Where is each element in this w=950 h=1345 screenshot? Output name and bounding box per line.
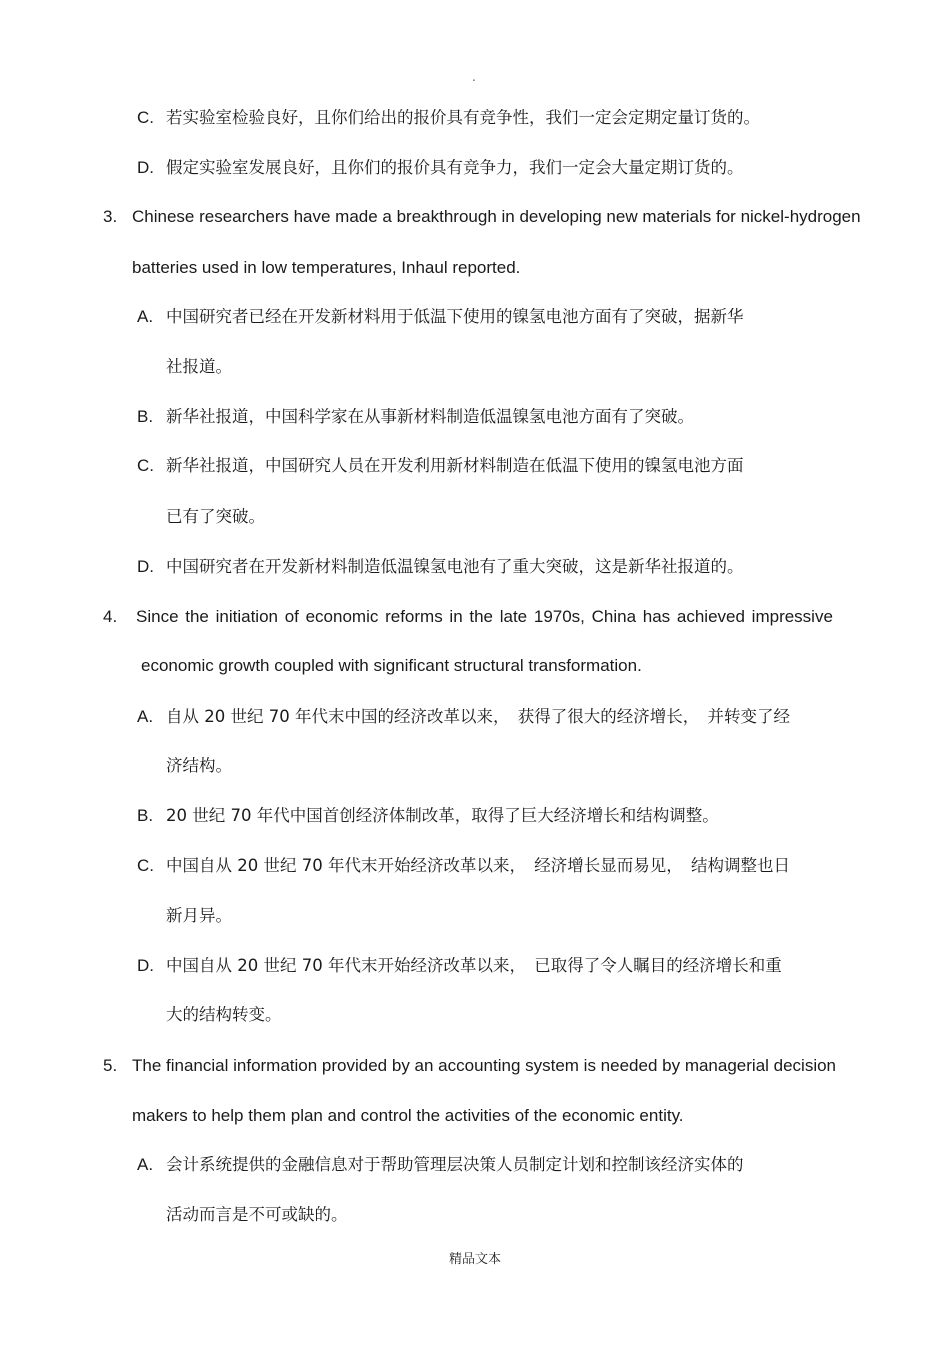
option-label: D.: [137, 557, 154, 576]
option-text: 若实验室检验良好，且你们给出的报价具有竞争性，我们一定会定期定量订货的。: [166, 108, 760, 127]
option-text: 济结构。: [166, 756, 232, 775]
option-text: 20 世纪 70 年代中国首创经济体制改革，取得了巨大经济增长和结构调整。: [166, 806, 719, 825]
header-mark: .: [472, 70, 476, 84]
option-label: A.: [137, 307, 154, 326]
question-text: economic growth coupled with significant structural transformation.: [141, 656, 642, 675]
option-label: C.: [137, 456, 154, 475]
option-text: 假定实验室发展良好，且你们的报价具有竞争力，我们一定会大量定期订货的。: [166, 158, 744, 177]
option-text: 中国研究者已经在开发新材料用于低温下使用的镍氢电池方面有了突破，据新华: [166, 307, 744, 326]
page-footer: 精品文本: [448, 1252, 501, 1267]
option-label: C.: [137, 108, 154, 127]
option-label: A.: [137, 707, 154, 726]
option-label: C.: [137, 856, 154, 875]
option-text: 中国研究者在开发新材料制造低温镍氢电池有了重大突破，这是新华社报道的。: [166, 557, 744, 576]
question-number: 3.: [103, 207, 118, 226]
option-text: 自从 20 世纪 70 年代末中国的经济改革以来， 获得了很大的经济增长， 并转变了经: [166, 707, 790, 726]
option-text: 社报道。: [166, 357, 232, 376]
question-text: Chinese researchers have made a breakthrough in developing new materials for nickel-hydrogen: [132, 207, 861, 226]
option-label: D.: [137, 158, 154, 177]
option-text: 中国自从 20 世纪 70 年代末开始经济改革以来， 经济增长显而易见， 结构调整也日: [166, 856, 790, 875]
option-label: B.: [137, 806, 154, 825]
option-text: 已有了突破。: [166, 507, 265, 526]
option-label: A.: [137, 1155, 154, 1174]
option-text: 中国自从 20 世纪 70 年代末开始经济改革以来， 已取得了令人瞩目的经济增长和重: [166, 956, 782, 975]
option-text: 会计系统提供的金融信息对于帮助管理层决策人员制定计划和控制该经济实体的: [166, 1155, 744, 1174]
option-text: 新月异。: [166, 906, 232, 925]
option-text: 新华社报道，中国科学家在从事新材料制造低温镍氢电池方面有了突破。: [166, 407, 694, 426]
option-label: D.: [137, 956, 154, 975]
question-text: Since the initiation of economic reforms in the late 1970s, China has achieved impressive: [136, 607, 833, 626]
option-text: 活动而言是不可或缺的。: [166, 1205, 348, 1224]
question-text: makers to help them plan and control the activities of the economic entity.: [132, 1106, 684, 1125]
option-label: B.: [137, 407, 154, 426]
question-text: The financial information provided by an accounting system is needed by managerial decision: [132, 1056, 837, 1075]
question-number: 5.: [103, 1056, 118, 1075]
option-text: 新华社报道，中国研究人员在开发利用新材料制造在低温下使用的镍氢电池方面: [166, 456, 744, 475]
question-number: 4.: [103, 607, 118, 626]
question-text: batteries used in low temperatures, Inhaul reported.: [132, 258, 521, 277]
option-text: 大的结构转变。: [166, 1005, 282, 1024]
